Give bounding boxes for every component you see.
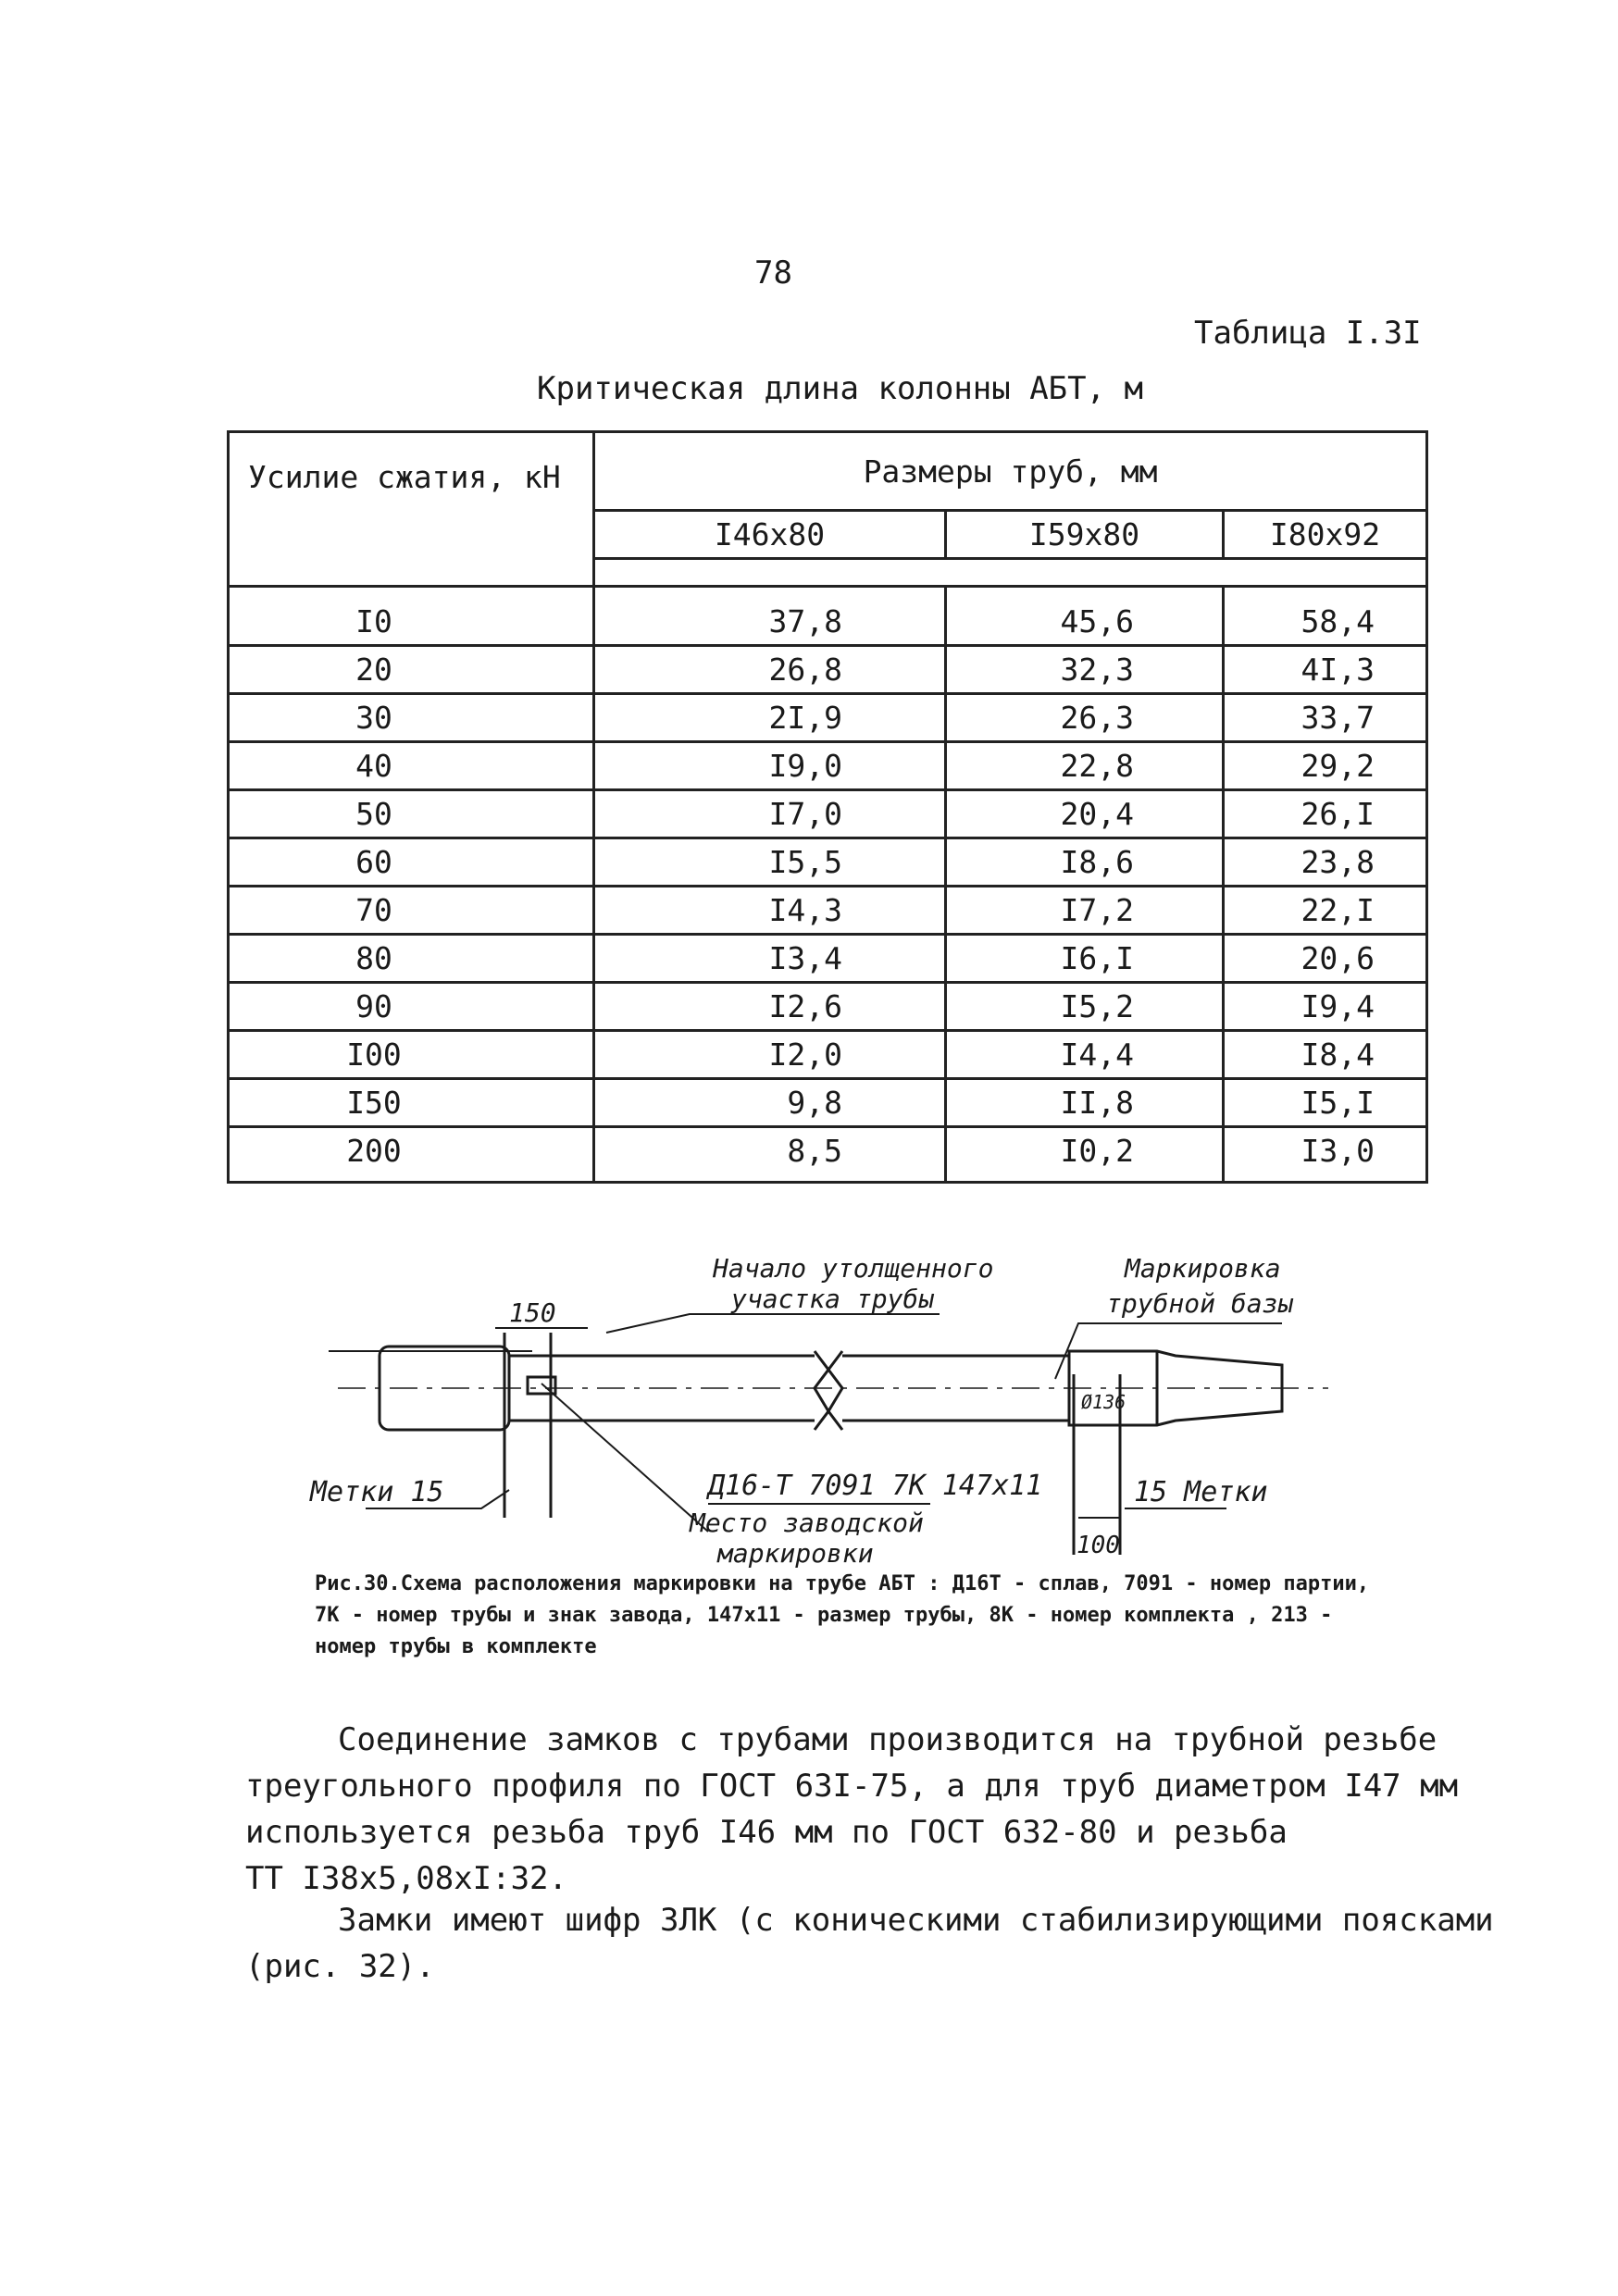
force-cell: 70 bbox=[229, 887, 594, 935]
length-cell: 58,4 bbox=[1224, 587, 1427, 646]
size-header: I59x80 bbox=[946, 511, 1224, 559]
force-cell: 90 bbox=[229, 983, 594, 1031]
length-cell: I5,I bbox=[1224, 1079, 1427, 1127]
length-cell: I2,6 bbox=[594, 983, 946, 1031]
table-row bbox=[229, 1127, 1427, 1183]
paragraph-line: (рис. 32). bbox=[245, 1948, 435, 1985]
table-row bbox=[229, 694, 1427, 742]
length-cell: II,8 bbox=[946, 1079, 1224, 1127]
paragraph-line: треугольного профиля по ГОСТ 63I-75, а для труб диаметром I47 мм bbox=[245, 1768, 1459, 1805]
label-marking-base: Маркировка bbox=[1125, 1253, 1281, 1284]
length-cell: 20,4 bbox=[946, 790, 1224, 838]
pipe-body-right bbox=[828, 1351, 1069, 1430]
force-cell: I0 bbox=[229, 587, 594, 646]
length-cell: 32,3 bbox=[946, 646, 1224, 694]
length-cell: I6,I bbox=[946, 935, 1224, 983]
length-cell: 26,8 bbox=[594, 646, 946, 694]
pipe-size-group-header: Размеры труб, мм bbox=[594, 432, 1427, 511]
stamp-text: Д16-Т 7091 7К 147х11 bbox=[708, 1470, 1043, 1502]
paragraph-threads bbox=[245, 1717, 1495, 1902]
length-cell: 22,I bbox=[1224, 887, 1427, 935]
force-column-header: Усилие сжатия, кН bbox=[229, 432, 594, 587]
paragraph-line: Замки имеют шифр ЗЛК (с коническими стабилизирующими поясками bbox=[338, 1902, 1494, 1939]
dim-150: 150 bbox=[509, 1297, 556, 1328]
table-row bbox=[229, 887, 1427, 935]
length-cell: I4,3 bbox=[594, 887, 946, 935]
length-cell: 20,6 bbox=[1224, 935, 1427, 983]
paragraph-line: ТТ I38х5,08хI:32. bbox=[245, 1860, 567, 1897]
length-cell: 29,2 bbox=[1224, 742, 1427, 790]
label-start-thickened-2: участка трубы bbox=[731, 1284, 935, 1314]
force-cell: 200 bbox=[229, 1127, 594, 1183]
marks-left: Метки 15 bbox=[310, 1476, 444, 1508]
table-row bbox=[229, 646, 1427, 694]
length-cell: 4I,3 bbox=[1224, 646, 1427, 694]
force-cell: 40 bbox=[229, 742, 594, 790]
length-cell: I7,0 bbox=[594, 790, 946, 838]
length-cell: I8,4 bbox=[1224, 1031, 1427, 1079]
critical-length-table bbox=[227, 430, 1428, 1184]
force-cell: I00 bbox=[229, 1031, 594, 1079]
length-cell: I0,2 bbox=[946, 1127, 1224, 1183]
paragraph-line: Соединение замков с трубами производится на трубной резьбе bbox=[338, 1721, 1438, 1758]
length-cell: I3,4 bbox=[594, 935, 946, 983]
figure-caption: Рис.30.Схема расположения маркировки на трубе АБТ : Д16Т - сплав, 7091 - номер партии, 7К - номер трубы и знак завода, 147х11 - размер трубы, 8К - номер комплекта , 213 - номер трубы в комплекте bbox=[315, 1572, 1370, 1658]
header-spacer-row bbox=[594, 559, 1427, 587]
length-cell: 37,8 bbox=[594, 587, 946, 646]
paragraph-line: используется резьба труб I46 мм по ГОСТ 632-80 и резьба bbox=[245, 1814, 1288, 1851]
dim-diameter: Ø136 bbox=[1081, 1391, 1126, 1413]
length-cell: 8,5 bbox=[594, 1127, 946, 1183]
length-cell: I9,0 bbox=[594, 742, 946, 790]
pipe-body-left bbox=[509, 1351, 828, 1430]
length-cell: I5,2 bbox=[946, 983, 1224, 1031]
length-cell: 9,8 bbox=[594, 1079, 946, 1127]
force-cell: 80 bbox=[229, 935, 594, 983]
force-cell: 30 bbox=[229, 694, 594, 742]
length-cell: I4,4 bbox=[946, 1031, 1224, 1079]
length-cell: I7,2 bbox=[946, 887, 1224, 935]
paragraph-joints bbox=[245, 1897, 1495, 1990]
length-cell: I8,6 bbox=[946, 838, 1224, 887]
length-cell: I5,5 bbox=[594, 838, 946, 887]
table-row bbox=[229, 1079, 1427, 1127]
page-number: 78 bbox=[754, 254, 792, 292]
place-label-1: Место заводской bbox=[690, 1508, 924, 1538]
size-header: I80x92 bbox=[1224, 511, 1427, 559]
force-cell: I50 bbox=[229, 1079, 594, 1127]
table-row bbox=[229, 838, 1427, 887]
table-title: Критическая длина колонны АБТ, м bbox=[537, 370, 1144, 407]
length-cell: 22,8 bbox=[946, 742, 1224, 790]
size-header: I46x80 bbox=[594, 511, 946, 559]
table-row bbox=[229, 1031, 1427, 1079]
length-cell: 2I,9 bbox=[594, 694, 946, 742]
dim-100: 100 bbox=[1077, 1532, 1120, 1559]
table-row bbox=[229, 935, 1427, 983]
length-cell: I9,4 bbox=[1224, 983, 1427, 1031]
length-cell: I3,0 bbox=[1224, 1127, 1427, 1183]
table-row bbox=[229, 742, 1427, 790]
table-row bbox=[229, 587, 1427, 646]
length-cell: 26,3 bbox=[946, 694, 1224, 742]
pipe-marking-diagram bbox=[301, 1212, 1375, 1582]
label-marking-base-2: трубной базы bbox=[1106, 1288, 1294, 1319]
length-cell: 26,I bbox=[1224, 790, 1427, 838]
table-row bbox=[229, 983, 1427, 1031]
length-cell: 23,8 bbox=[1224, 838, 1427, 887]
table-label: Таблица I.3I bbox=[1194, 315, 1422, 352]
length-cell: I2,0 bbox=[594, 1031, 946, 1079]
table-row bbox=[229, 790, 1427, 838]
label-start-thickened: Начало утолщенного bbox=[713, 1253, 994, 1284]
marks-right: 15 Метки bbox=[1134, 1476, 1268, 1508]
length-cell: 33,7 bbox=[1224, 694, 1427, 742]
place-label-2: маркировки bbox=[717, 1538, 874, 1569]
force-cell: 20 bbox=[229, 646, 594, 694]
force-cell: 50 bbox=[229, 790, 594, 838]
length-cell: 45,6 bbox=[946, 587, 1224, 646]
force-cell: 60 bbox=[229, 838, 594, 887]
